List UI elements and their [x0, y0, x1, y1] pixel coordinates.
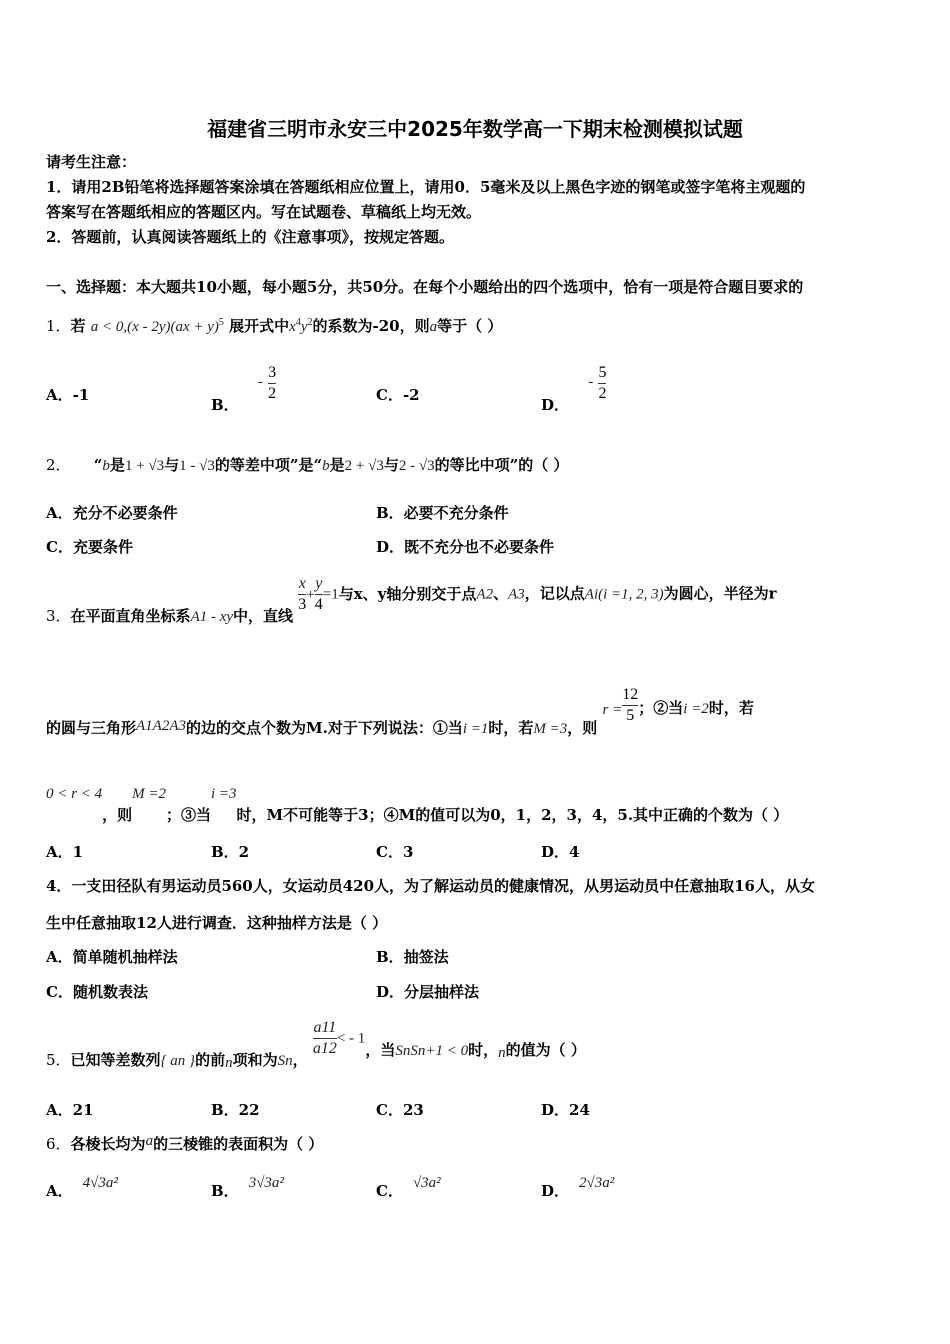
q3-text: 的边的交点个数为M.对于下列说法：①当: [186, 718, 463, 737]
q1-option-b[interactable]: [211, 363, 277, 414]
q3-text: 中，直线: [233, 606, 294, 625]
q3-text: 时，若: [708, 698, 754, 717]
q6-option-a-value: 4√3a²: [82, 1175, 118, 1191]
question-3-line-3: [46, 783, 789, 824]
q5-condition: SnSn+1 < 0: [395, 1042, 469, 1059]
q2-option-a[interactable]: A．充分不必要条件: [46, 504, 178, 522]
q3-i-1: i =1: [462, 720, 489, 737]
q6-option-b-value: 3√3a²: [248, 1175, 284, 1191]
q5-text: 已知等差数列: [70, 1050, 161, 1069]
numerator: y: [315, 575, 323, 592]
q6-option-b[interactable]: [211, 1172, 284, 1200]
q2-expr-1: 1 + √3: [124, 458, 165, 474]
q5-text: 的前: [195, 1050, 226, 1069]
q6-option-a[interactable]: [46, 1172, 118, 1200]
notice-heading: 请考生注意：: [46, 153, 137, 171]
q3-a3: A3: [508, 586, 525, 603]
q3-text: 时，若: [488, 718, 534, 737]
q3-r-fraction: [622, 685, 638, 726]
q2-text: 的等比中项”的（ ）: [434, 456, 569, 474]
option-label: C．: [376, 1182, 403, 1200]
question-2: [46, 455, 568, 476]
q6-text: 各棱长均为: [70, 1135, 146, 1153]
q3-text: ，则: [102, 806, 133, 824]
q2-text: 是: [329, 456, 345, 474]
minus-sign: -: [588, 373, 594, 390]
q3-option-c[interactable]: C．3: [376, 843, 414, 861]
q2-b: b: [102, 458, 110, 474]
q4-option-b[interactable]: B．抽签法: [376, 948, 449, 966]
question-number: 1．: [46, 317, 71, 335]
q2-text: 是: [109, 456, 125, 474]
option-label: D．: [541, 1182, 570, 1200]
q2-option-d[interactable]: D．既不充分也不必要条件: [376, 538, 555, 556]
q3-i-2: i =2: [683, 700, 709, 717]
q3-text: 为圆心，半径为r: [663, 584, 777, 603]
q6-a: a: [145, 1133, 154, 1149]
q3-option-d[interactable]: D．4: [541, 843, 580, 861]
q3-option-a[interactable]: A．1: [46, 843, 84, 861]
q3-m-3: M =3: [533, 720, 568, 737]
q3-option-b[interactable]: B．2: [211, 843, 250, 861]
q3-equals-one: =1: [322, 586, 339, 603]
q5-option-d[interactable]: D．24: [541, 1101, 590, 1119]
q3-text: ；③当: [165, 806, 211, 824]
numerator: a11: [313, 1019, 337, 1036]
option-label: D．: [541, 395, 570, 414]
q6-text: 的三棱锥的表面积为（ ）: [153, 1135, 324, 1153]
question-4-line-1: 4．一支田径队有男运动员560人，女运动员420人，为了解运动员的健康情况，从男运动员中任意抽取16人，从女: [46, 877, 815, 895]
q1-x: x: [289, 319, 296, 335]
question-number: 2．: [46, 456, 71, 474]
q5-sn: Sn: [277, 1052, 293, 1069]
question-6: [46, 1134, 323, 1155]
q3-text: 与x、y轴分别交于点: [338, 584, 477, 603]
q3-text: 时，M不可能等于3；④M的值可以为0，1，2，3，4，5.其中正确的个数为（ ）: [236, 806, 789, 824]
q5-text: ，: [292, 1050, 308, 1069]
question-3-line-1: 3．在平面直角坐标系A1 - xy中，直线 $\frac{x}{3}$ + $\frac{y}{4}$ =1与x、y轴分别交于点A2、A3，记以点Ai(i =1, 2, 3)为圆心，半径为r: [46, 575, 777, 625]
numerator: 12: [622, 686, 639, 703]
notice-line-3: 2．答题前，认真阅读答题纸上的《注意事项》，按规定答题。: [46, 228, 454, 246]
q5-option-a[interactable]: A．21: [46, 1101, 94, 1119]
q2-expr-2: 1 - √3: [179, 458, 215, 474]
option-label: A．: [46, 1182, 73, 1200]
notice-line-1: 1．请用2B铅笔将选择题答案涂填在答题纸相应位置上，请用0．5毫米及以上黑色字迹的钢笔或签字笔将主观题的: [46, 178, 806, 196]
q1-text: 若: [70, 317, 86, 335]
q5-option-b[interactable]: B．22: [211, 1101, 260, 1119]
q6-option-c-value: √3a²: [412, 1175, 441, 1191]
q2-text: “: [93, 456, 103, 474]
q1-b-fraction: [268, 363, 276, 404]
numerator: 5: [598, 364, 607, 381]
q5-option-c[interactable]: C．23: [376, 1101, 424, 1119]
q2-expr-4: 2 - √3: [398, 458, 435, 474]
q1-option-d[interactable]: [541, 363, 607, 414]
q1-x-exp: 4: [295, 317, 301, 328]
q2-expr-3: 2 + √3: [344, 458, 384, 474]
question-number: 6．: [46, 1135, 71, 1153]
q5-n: n: [225, 1054, 233, 1071]
q6-option-d-value: 2√3a²: [579, 1175, 615, 1191]
q1-text: 的系数为-20，则: [312, 317, 430, 335]
minus-sign: -: [257, 373, 263, 390]
q5-text: 项和为: [232, 1050, 278, 1069]
q3-r: r =: [602, 701, 623, 718]
q3-r-range: 0 < r < 4: [46, 786, 103, 802]
q1-condition: a < 0,(x - 2y)(ax + y): [90, 319, 219, 335]
denominator: 3: [298, 596, 307, 613]
question-3-line-2: [46, 685, 754, 737]
question-number: 5．: [46, 1050, 71, 1069]
q2-option-c[interactable]: C．充要条件: [46, 538, 133, 556]
q3-y-fraction: [315, 574, 323, 615]
q1-d-fraction: [598, 363, 606, 404]
q5-n: n: [498, 1044, 506, 1061]
numerator: x: [298, 575, 306, 592]
notice-line-2: 答案写在答题纸相应的答题区内。写在试题卷、草稿纸上均无效。: [46, 203, 482, 221]
question-number: 3．: [46, 606, 71, 625]
denominator: 4: [314, 596, 323, 613]
page-title: 福建省三明市永安三中2025年数学高一下期末检测模拟试题: [207, 117, 743, 141]
q3-text: ；②当: [638, 698, 684, 717]
q3-ai: Ai(i =1, 2, 3): [584, 586, 664, 603]
q4-option-a[interactable]: A．简单随机抽样法: [46, 948, 178, 966]
q6-option-c[interactable]: [376, 1172, 441, 1200]
question-1: [46, 313, 502, 337]
q2-text: 与: [383, 456, 399, 474]
denominator: 2: [268, 385, 277, 402]
q1-text: 展开式中: [229, 317, 290, 335]
q3-i-3: i =3: [211, 786, 237, 802]
option-label: B．: [211, 1182, 239, 1200]
q3-triangle: A1A2A3: [136, 717, 187, 734]
q1-option-c[interactable]: C．-2: [376, 386, 420, 404]
q5-less-than: < - 1: [336, 1030, 366, 1047]
q3-text: 在平面直角坐标系: [70, 606, 191, 625]
q5-sequence: { an }: [160, 1052, 196, 1069]
q6-option-d[interactable]: [541, 1172, 615, 1200]
q3-text: 的圆与三角形: [46, 718, 137, 737]
q5-text: 的值为（ ）: [505, 1040, 586, 1059]
q1-option-a[interactable]: A．-1: [46, 386, 90, 404]
denominator: 2: [598, 385, 607, 402]
q3-text: ，则: [567, 718, 598, 737]
question-5: [46, 1018, 586, 1071]
q3-coordinate-system: A1 - xy: [190, 608, 234, 625]
q2-text: 与: [164, 456, 180, 474]
numerator: 3: [268, 364, 277, 381]
q4-option-d[interactable]: D．分层抽样法: [376, 983, 480, 1001]
question-4-line-2: 生中任意抽取12人进行调查．这种抽样方法是（ ）: [46, 914, 388, 932]
q5-ratio-fraction: [313, 1018, 337, 1059]
option-label: B．: [211, 395, 239, 414]
q4-option-c[interactable]: C．随机数表法: [46, 983, 148, 1001]
q1-a: a: [429, 319, 438, 335]
q1-exponent: 5: [218, 317, 224, 328]
q1-y: y: [300, 319, 308, 335]
q3-text: 、: [493, 584, 509, 603]
q5-text: ，当: [365, 1040, 396, 1059]
q2-text: 的等差中项”是“: [214, 456, 323, 474]
q2-b: b: [322, 458, 330, 474]
q1-text: 等于（ ）: [437, 317, 503, 335]
q5-text: 时，: [468, 1040, 499, 1059]
denominator: 5: [626, 707, 635, 724]
section-heading: 一、选择题：本大题共10小题，每小题5分，共50分。在每个小题给出的四个选项中，恰有一项是符合题目要求的: [46, 278, 804, 296]
q3-m-2: M =2: [132, 786, 166, 802]
q3-text: ，记以点: [524, 584, 585, 603]
q1-y-exp: 2: [307, 317, 313, 328]
denominator: a12: [312, 1040, 337, 1057]
q2-option-b[interactable]: B．必要不充分条件: [376, 504, 509, 522]
q3-a2: A2: [476, 586, 494, 603]
